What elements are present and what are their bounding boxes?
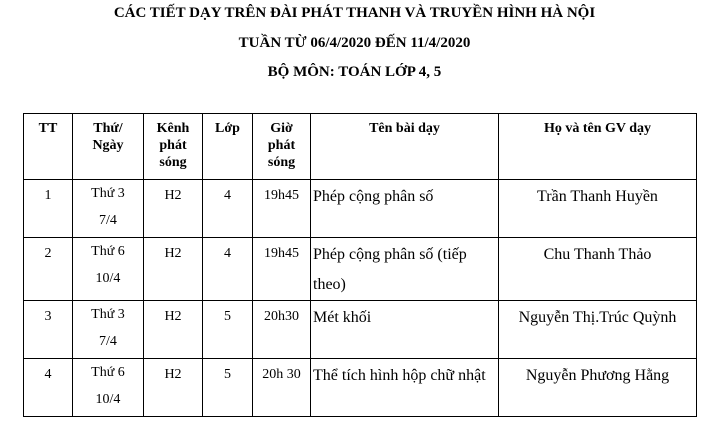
cell-day [73,238,144,301]
cell-time: 20h 30 [253,359,311,417]
cell-day-weekday: Thứ 3 [91,186,125,201]
table-header-row [24,114,697,180]
title-line-1: CÁC TIẾT DẠY TRÊN ĐÀI PHÁT THANH VÀ TRUYỀN HÌNH HÀ NỘI [113,5,596,21]
cell-day-date: 10/4 [95,271,121,286]
cell-channel: H2 [144,301,203,359]
cell-lesson: Phép cộng phân số (tiếp theo) [311,238,499,301]
cell-teacher: Chu Thanh Thảo [499,238,697,301]
cell-time: 20h30 [253,301,311,359]
header-day-line: Thứ/ [93,121,123,136]
cell-day-weekday: Thứ 6 [91,244,125,259]
cell-day-date: 7/4 [99,334,117,349]
cell-day-weekday: Thứ 3 [91,307,125,322]
cell-channel: H2 [144,180,203,238]
cell-grade: 5 [203,359,253,417]
cell-tt: 4 [24,359,73,417]
cell-day-date: 10/4 [95,392,121,407]
table-row [24,359,697,417]
table-row [24,180,697,238]
header-teacher: Họ và tên GV dạy [499,114,697,180]
cell-time: 19h45 [253,238,311,301]
schedule-table [23,113,697,417]
table-row [24,301,697,359]
cell-tt: 3 [24,301,73,359]
header-channel-line: Kênh [156,121,190,136]
cell-channel: H2 [144,359,203,417]
header-channel [144,114,203,180]
header-day-line: Ngày [92,138,124,153]
header-grade: Lớp [203,114,253,180]
cell-lesson: Mét khối [311,301,499,359]
cell-day-weekday: Thứ 6 [91,365,125,380]
cell-day [73,359,144,417]
cell-lesson: Thể tích hình hộp chữ nhật [311,359,499,417]
header-time-line: Giờ [270,121,293,136]
header-time [253,114,311,180]
header-channel-line: phát [159,138,187,153]
cell-time: 19h45 [253,180,311,238]
header-day [73,114,144,180]
cell-teacher: Nguyễn Thị.Trúc Quỳnh [499,301,697,359]
header-time-line: phát [267,138,296,153]
cell-teacher: Trần Thanh Huyền [499,180,697,238]
title-line-3: BỘ MÔN: TOÁN LỚP 4, 5 [267,64,442,80]
cell-grade: 4 [203,238,253,301]
cell-day [73,301,144,359]
cell-day [73,180,144,238]
header-tt: TT [24,114,73,180]
cell-grade: 5 [203,301,253,359]
cell-day-date: 7/4 [99,213,117,228]
header-channel-line: sóng [159,155,187,170]
title-line-2: TUẦN TỪ 06/4/2020 ĐẾN 11/4/2020 [238,35,471,51]
header-time-line: sóng [267,155,296,170]
cell-lesson: Phép cộng phân số [311,180,499,238]
cell-tt: 2 [24,238,73,301]
cell-channel: H2 [144,238,203,301]
document-header [0,6,709,95]
cell-grade: 4 [203,180,253,238]
cell-teacher: Nguyễn Phương Hằng [499,359,697,417]
cell-tt: 1 [24,180,73,238]
header-lesson: Tên bài dạy [311,114,499,180]
table-row [24,238,697,301]
